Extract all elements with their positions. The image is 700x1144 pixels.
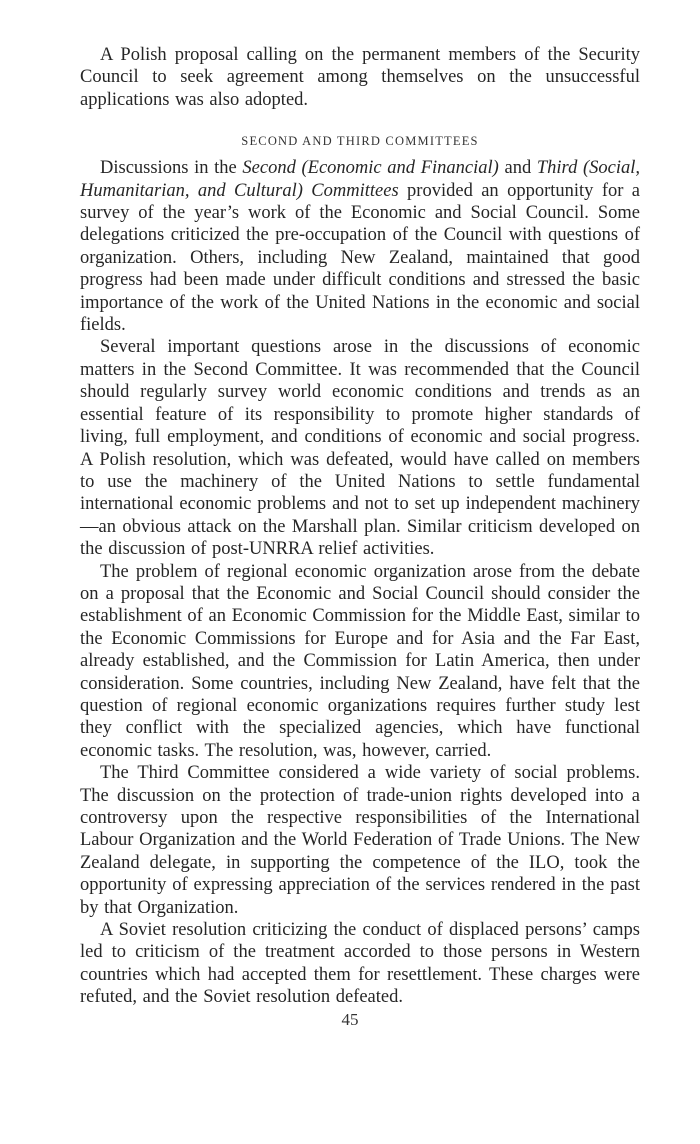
- paragraph-regional-organization: The problem of regional economic organization arose from the debate on a proposal that the Economic and Social Council should consider the establishment of an Economic Commission for the Middle East, similar to the Economic Commissions for Europe and for Asia and the Far East, already established, and the Commission for Latin America, then under consideration. Some countries, including New Zealand, have felt that the question of regional economic organizations requires further study lest they conflict with the specialized agencies, which have functional economic tasks. The resolution, was, however, carried.: [80, 561, 640, 761]
- paragraph-economic-matters: Several important questions arose in the discussions of economic matters in the Second Committee. It was recommended that the Council should regularly survey world economic conditions and trends as an essential feature of its responsibility to promote higher standards of living, full employment, and conditions of economic and social progress. A Polish resolution, which was defeated, would have called on members to use the machinery of the United Nations to settle fundamental international economic problems and not to set up independent machinery—an obvious attack on the Marshall plan. Similar criticism developed on the discussion of post-UNRRA relief activities.: [80, 337, 640, 560]
- paragraph-soviet-resolution: A Soviet resolution criticizing the conduct of displaced persons’ camps led to criticism of the treatment accorded to those persons in Western countries which had accepted them for resettlement. These charges were refuted, and the Soviet resolution defeated.: [80, 920, 640, 1008]
- paragraph-text-mid: and: [498, 158, 537, 179]
- paragraph-text-post: provided an opportunity for a survey of the year’s work of the Economic and Social Council. Some delegations criticized the pre-occupation of the Council with questions of organization. Others, including New Zealand, maintained that good progress had been made under difficult conditions and stressed the basic importance of the work of the United Nations in the economic and social fields.: [80, 180, 641, 336]
- third-committee-name: Third (Social, Humanitarian, and Cultural) Committees: [80, 158, 641, 201]
- paragraph-committees-discussion: [80, 157, 640, 336]
- section-heading: SECOND AND THIRD COMMITTEES: [241, 134, 479, 149]
- paragraph-third-committee: The Third Committee considered a wide variety of social problems. The discussion on the protection of trade-union rights developed into a controversy upon the respective responsibilities of the International Labour Organization and the World Federation of Trade Unions. The New Zealand delegate, in supporting the competence of the ILO, took the opportunity of expressing appreciation of the services rendered in the past by that Organization.: [80, 763, 640, 918]
- document-page: [80, 44, 640, 1009]
- second-committee-name: Second (Economic and Financial): [242, 158, 499, 179]
- paragraph-polish-proposal: A Polish proposal calling on the permanent members of the Security Council to seek agreement among themselves on the unsuccessful applications was also adopted.: [80, 45, 640, 110]
- page-number: 45: [341, 1010, 359, 1029]
- paragraph-text-pre: Discussions in the: [100, 158, 243, 179]
